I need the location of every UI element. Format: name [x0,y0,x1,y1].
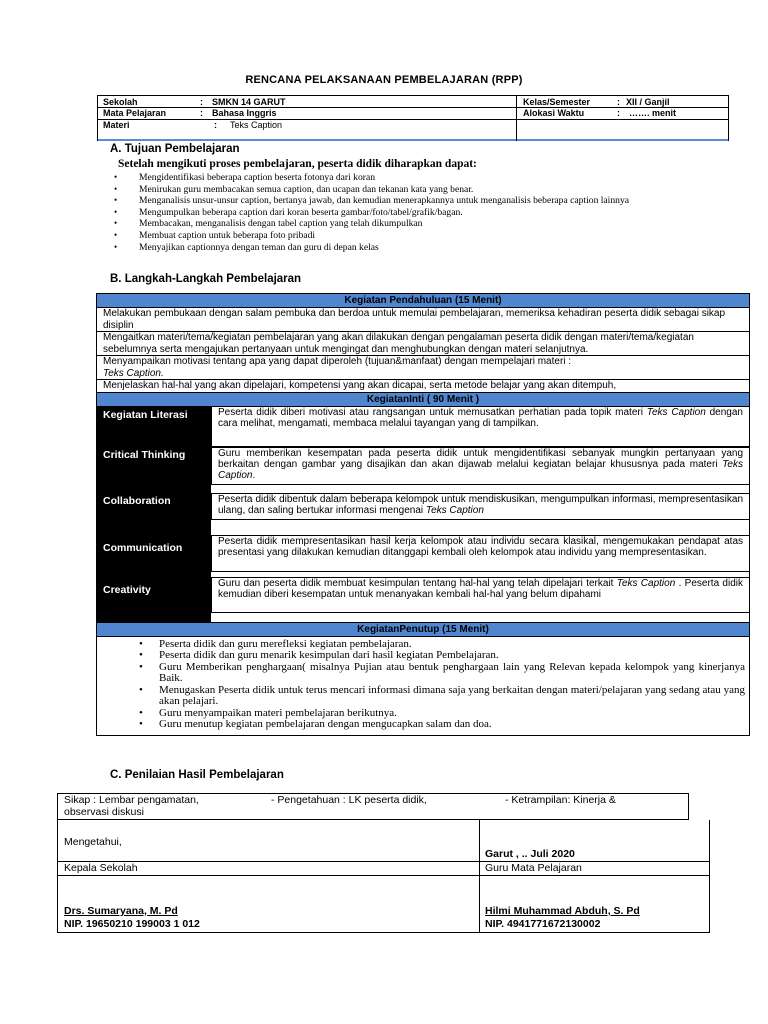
opening-row: Melakukan pembukaan dengan salam pembuka dan berdoa untuk memulai pembelajaran, memeriksa kehadiran peserta didik sebagai sikap disiplin [97,308,749,332]
time-value: ……. menit [629,108,677,118]
material-sep: : [214,120,217,130]
principal-role: Kepala Sekolah [64,862,138,874]
section-c-heading: C. Penilaian Hasil Pembelajaran [110,769,284,781]
opening-row: Menjelaskan hal-hal yang akan dipelajari, kompetensi yang akan dicapai, serta metode belajar yang akan ditempuh, [97,380,749,393]
motivation-text: Menyampaikan motivasi tentang apa yang dapat diperoleh (tujuan&manfaat) dengan mempelajari materi : [103,356,572,367]
list-item: • Peserta didik dan guru merefleksi kegiatan pembelajaran. [97,639,745,651]
core-label: Critical Thinking [97,447,211,493]
learning-steps-table [96,293,750,736]
time-sep: : [617,108,620,118]
principal-name: Drs. Sumaryana, M. Pd [64,905,178,917]
list-item: • Peserta didik dan guru menarik kesimpulan dari hasil kegiatan Pembelajaran. [97,650,745,662]
school-value: SMKN 14 GARUT [212,97,286,107]
list-item: • Menirukan guru membacakan semua caption, dan ucapan dan tekanan kata yang benar. [112,184,672,196]
school-sep: : [200,97,203,107]
closing-header: KegiatanPenutup (15 Menit) [97,622,749,637]
core-label: Kegiatan Literasi [97,407,211,447]
closing-list [97,637,749,735]
assessment-sikap: Sikap : Lembar pengamatan, [64,794,199,806]
list-item: • Menyajikan captionnya dengan teman dan guru di depan kelas [112,242,672,254]
list-item: • Guru Memberikan penghargaan( misalnya Pujian atau bentuk penghargaan lain yang Relevan kepada kelompok yang kinerjanya Baik. [97,662,745,685]
list-item: • Guru menyampaikan materi pembelajaran berikutnya. [97,708,745,720]
assessment-keterampilan: - Ketrampilan: Kinerja & [505,794,616,806]
section-b-heading: B. Langkah-Langkah Pembelajaran [110,273,302,285]
principal-nip: NIP. 19650210 199003 1 012 [64,918,200,930]
teacher-name: Hilmi Muhammad Abduh, S. Pd [485,905,640,917]
material-value: Teks Caption [230,120,283,130]
opening-header: Kegiatan Pendahuluan (15 Menit) [97,294,749,308]
objectives-intro: Setelah mengikuti proses pembelajaran, peserta didik diharapkan dapat: [118,158,477,170]
core-text: Peserta didik mempresentasikan hasil kerja kelompok atau individu secara klasikal, mengemukakan pendapat atas presentasi yang dilakukan kemudian ditanggapi kembali oleh kelompok atau individu yang mempresentasikan. [211,535,749,572]
assessment-table [57,793,689,820]
time-label: Alokasi Waktu [523,108,585,118]
core-text: Guru memberikan kesempatan pada peserta didik untuk mengidentifikasi sebanyak mungkin pertanyaan yang berkaitan dengan gambar yang disajikan dan akan dijawab melalui kegiatan belajar khususnya pada materi Teks Caption. [211,447,749,485]
subject-value: Bahasa Inggris [212,108,277,118]
core-label: Creativity [97,577,211,622]
core-row-communication [97,535,749,577]
material-label: Materi [103,120,130,130]
list-item: • Mengumpulkan beberapa caption dari koran beserta gambar/foto/tabel/grafik/bagan. [112,207,672,219]
list-item: • Menganalisis unsur-unsur caption, bertanya jawab, dan kemudian menerapkannya untuk menganalisis beberapa caption lainnya [112,195,672,207]
core-label: Communication [97,535,211,577]
motivation-topic: Teks Caption. [103,367,164,379]
acknowledged-label: Mengetahui, [64,836,122,848]
list-item: • Guru menutup kegiatan pembelajaran dengan mengucapkan salam dan doa. [97,719,745,731]
objectives-list [112,172,672,253]
opening-row: Mengaitkan materi/tema/kegiatan pembelajaran yang akan dilakukan dengan pengalaman peserta didik dengan materi/tema/kegiatan sebelumnya serta mengajukan pertanyaan untuk mengingat dan menghubungkan dengan materi selanjutnya. [97,332,749,356]
core-row-collaboration [97,493,749,535]
core-row-critical-thinking [97,447,749,493]
core-header: KegiatanInti ( 90 Menit ) [97,393,749,407]
class-label: Kelas/Semester [523,97,591,107]
core-row-literasi [97,407,749,447]
sign-date: Garut , .. Juli 2020 [485,848,575,860]
core-label: Collaboration [97,493,211,535]
opening-row [97,356,749,380]
teacher-nip: NIP. 4941771672130002 [485,918,601,930]
assessment-pengetahuan: - Pengetahuan : LK peserta didik, [271,794,427,806]
signature-table [57,820,710,933]
list-item: • Membuat caption untuk beberapa foto pribadi [112,230,672,242]
list-item: • Menugaskan Peserta didik untuk terus mencari informasi dimana saja yang berkaitan dengan materi/pelajaran yang sedang atau yang akan pelajari. [97,685,745,708]
core-row-creativity [97,577,749,622]
class-value: XII / Ganjil [626,97,670,107]
assessment-sikap-cont: observasi diskusi [64,806,144,818]
core-text: Guru dan peserta didik membuat kesimpulan tentang hal-hal yang telah dipelajari terkait Teks Caption . Peserta didik kemudian diberi kesempatan untuk menanyakan kembali hal-hal yang belum dipahami [211,577,749,613]
document-title: RENCANA PELAKSANAAN PEMBELAJARAN (RPP) [245,74,523,86]
school-label: Sekolah [103,97,138,107]
identity-table [97,95,729,141]
subject-sep: : [200,108,203,118]
subject-label: Mata Pelajaran [103,108,167,118]
core-text: Peserta didik diberi motivasi atau rangsangan untuk memusatkan perhatian pada topik materi Teks Caption dengan cara melihat, mengamati, membaca melalui tayangan yang di tampilkan. [211,407,749,447]
list-item: • Mengidentifikasi beberapa caption beserta fotonya dari koran [112,172,672,184]
list-item: • Membacakan, menganalisis dengan tabel caption yang telah dikumpulkan [112,218,672,230]
teacher-role: Guru Mata Pelajaran [485,862,582,874]
core-text: Peserta didik dibentuk dalam beberapa kelompok untuk mendiskusikan, mengumpulkan informasi, mempresentasikan ulang, dan saling bertukar informasi mengenai Teks Caption [211,493,749,520]
class-sep: : [617,97,620,107]
section-a-heading: A. Tujuan Pembelajaran [110,143,240,155]
